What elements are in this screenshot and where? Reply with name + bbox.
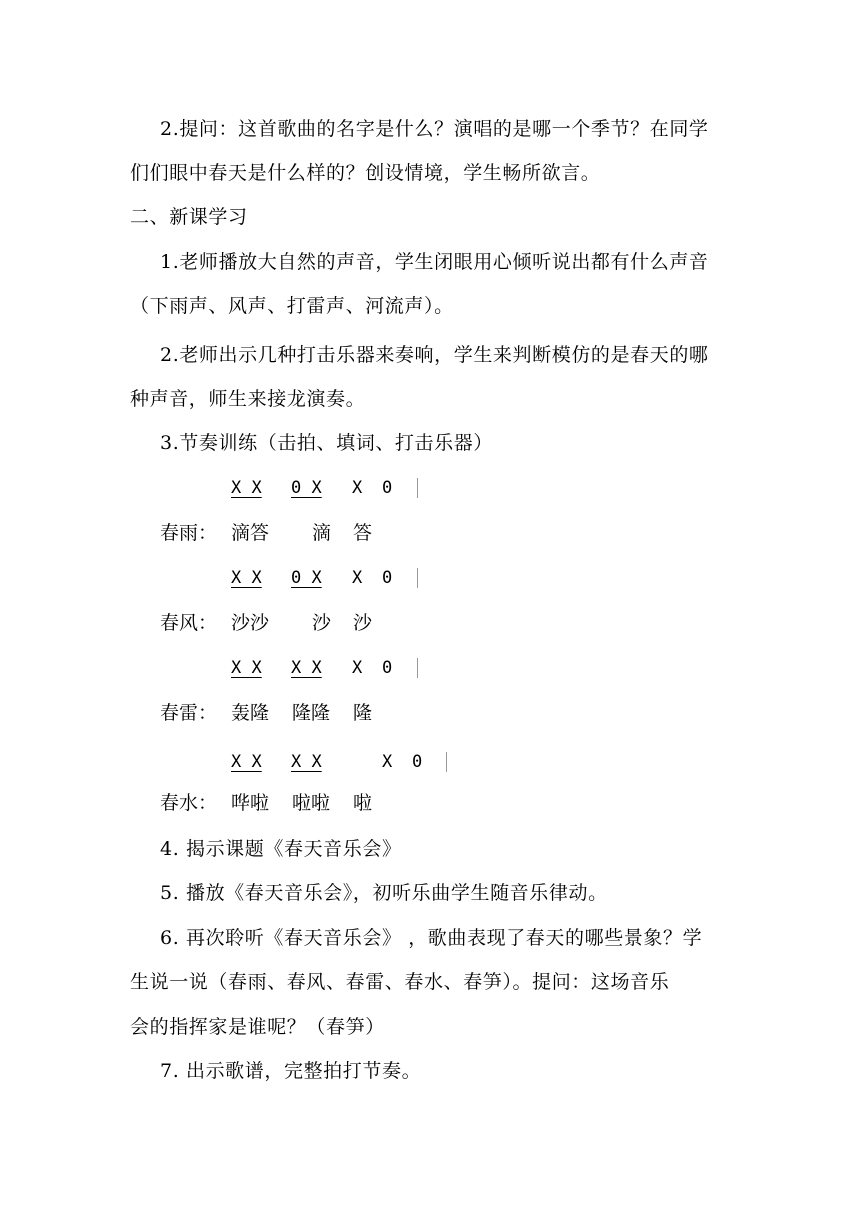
paragraph-nature-sounds-line1: 1.老师播放大自然的声音，学生闭眼用心倾听说出都有什么声音 <box>160 251 709 273</box>
paragraph-play-music: 5. 播放《春天音乐会》，初听乐曲学生随音乐律动。 <box>160 882 608 904</box>
barline <box>446 752 447 772</box>
rhythm-rest: 0 <box>412 752 423 772</box>
rhythm-rest: 0 <box>382 478 393 498</box>
section-heading-new-lesson: 二、新课学习 <box>130 206 248 228</box>
rhythm-label-spring-wind: 春风： <box>160 612 218 634</box>
paragraph-listen-again-line3: 会的指挥家是谁呢？（春笋） <box>130 1016 385 1038</box>
rhythm-word: 啦 <box>353 792 373 814</box>
rhythm-notes-group2: X X <box>291 658 322 678</box>
paragraph-percussion-line2: 种声音，师生来接龙演奏。 <box>130 388 366 410</box>
rhythm-label-spring-thunder: 春雷： <box>160 702 218 724</box>
paragraph-question-line1: 2.提问：这首歌曲的名字是什么？演唱的是哪一个季节？在同学 <box>160 118 709 140</box>
rhythm-word: 沙 <box>353 612 373 634</box>
rhythm-label-spring-rain: 春雨： <box>160 522 218 544</box>
rhythm-word: 滴 <box>312 522 332 544</box>
rhythm-word: 沙沙 <box>231 612 270 634</box>
paragraph-show-score: 7. 出示歌谱，完整拍打节奏。 <box>160 1060 422 1082</box>
rhythm-word: 啦啦 <box>292 792 331 814</box>
rhythm-word: 哗啦 <box>231 792 270 814</box>
rhythm-word: 轰隆 <box>231 702 270 724</box>
rhythm-word: 隆 <box>353 702 373 724</box>
paragraph-percussion-line1: 2.老师出示几种打击乐器来奏响，学生来判断模仿的是春天的哪 <box>160 344 709 366</box>
rhythm-notes-group1: X X <box>231 752 262 772</box>
rhythm-note-x: X <box>382 752 393 772</box>
rhythm-note-x: X <box>352 478 363 498</box>
rhythm-label-spring-water: 春水： <box>160 792 218 814</box>
paragraph-reveal-title: 4. 揭示课题《春天音乐会》 <box>160 838 402 860</box>
barline <box>417 658 418 678</box>
rhythm-notes-group1: X X <box>231 568 262 588</box>
barline <box>417 478 418 498</box>
paragraph-question-line2: 们们眼中春天是什么样的？创设情境，学生畅所欲言。 <box>130 162 601 184</box>
rhythm-rest: 0 <box>382 658 393 678</box>
paragraph-listen-again-line1: 6. 再次聆听《春天音乐会》 ，歌曲表现了春天的哪些景象？学 <box>160 927 703 949</box>
barline <box>417 568 418 588</box>
paragraph-nature-sounds-line2: （下雨声、风声、打雷声、河流声）。 <box>130 295 454 317</box>
rhythm-word: 隆隆 <box>292 702 331 724</box>
rhythm-notes-group2: 0 X <box>291 568 322 588</box>
rhythm-rest: 0 <box>382 568 393 588</box>
rhythm-word: 答 <box>353 522 373 544</box>
rhythm-notes-group2: 0 X <box>291 478 322 498</box>
paragraph-listen-again-line2: 生说一说（春雨、春风、春雷、春水、春笋）。提问：这场音乐 <box>130 971 670 993</box>
rhythm-word: 滴答 <box>231 522 270 544</box>
rhythm-word: 沙 <box>312 612 332 634</box>
rhythm-notes-group2: X X <box>291 752 322 772</box>
rhythm-notes-group1: X X <box>231 478 262 498</box>
rhythm-notes-group1: X X <box>231 658 262 678</box>
rhythm-note-x: X <box>352 658 363 678</box>
paragraph-rhythm-training: 3.节奏训练（击拍、填词、打击乐器） <box>160 432 493 454</box>
rhythm-note-x: X <box>352 568 363 588</box>
